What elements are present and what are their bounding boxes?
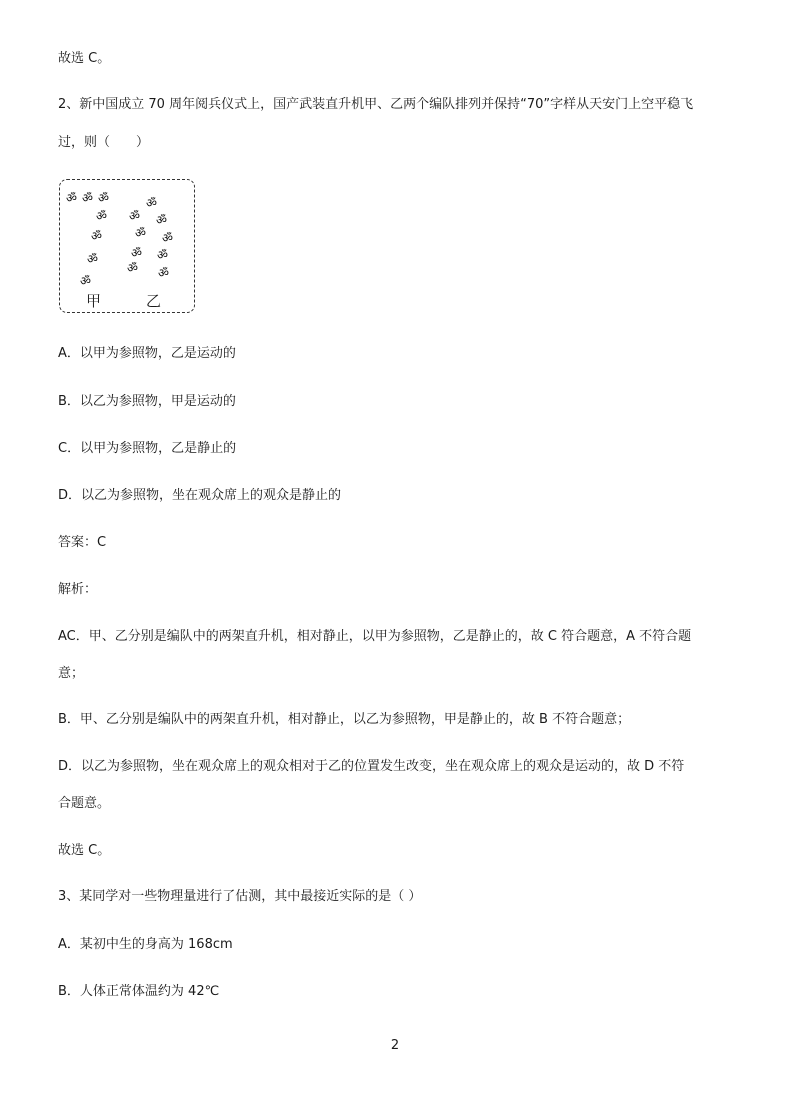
helicopter-icon: ॐ bbox=[158, 266, 169, 280]
helicopter-icon: ॐ bbox=[162, 231, 173, 245]
line-1: 故选 C。 bbox=[58, 51, 111, 66]
page-number: 2 bbox=[390, 1038, 400, 1053]
helicopter-icon: ॐ bbox=[127, 261, 138, 275]
option-b: B．以乙为参照物，甲是运动的 bbox=[58, 394, 236, 409]
q3-option-b: B．人体正常体温约为 42℃ bbox=[58, 984, 220, 999]
question-2-stem: 2、新中国成立 70 周年阅兵仪式上，国产武装直升机甲、乙两个编队排列并保持“70”字样从天安门上空平稳飞 bbox=[58, 97, 694, 112]
option-d: D．以乙为参照物，坐在观众席上的观众是静止的 bbox=[58, 488, 342, 503]
label-jia: 甲 bbox=[86, 292, 102, 310]
helicopter-icon: ॐ bbox=[82, 191, 93, 205]
helicopter-icon: ॐ bbox=[131, 246, 142, 260]
helicopter-icon: ॐ bbox=[146, 196, 157, 210]
helicopter-icon: ॐ bbox=[66, 191, 77, 205]
helicopter-icon: ॐ bbox=[157, 248, 168, 262]
helicopter-icon: ॐ bbox=[98, 191, 109, 205]
helicopter-icon: ॐ bbox=[129, 209, 140, 223]
analysis-ac-cont: 意； bbox=[58, 666, 85, 681]
analysis-d: D．以乙为参照物，坐在观众席上的观众相对于乙的位置发生改变，坐在观众席上的观众是运动的，故 D 不符 bbox=[58, 759, 685, 774]
helicopter-icon: ॐ bbox=[80, 274, 91, 288]
q3-option-a: A．某初中生的身高为 168cm bbox=[58, 937, 233, 952]
option-c: C．以甲为参照物，乙是静止的 bbox=[58, 441, 237, 456]
conclusion: 故选 C。 bbox=[58, 843, 111, 858]
helicopter-icon: ॐ bbox=[87, 252, 98, 266]
analysis-heading: 解析： bbox=[58, 582, 98, 597]
helicopter-icon: ॐ bbox=[135, 226, 146, 240]
question-2-stem-cont: 过，则（ ） bbox=[58, 135, 150, 150]
analysis-ac: AC．甲、乙分别是编队中的两架直升机，相对静止，以甲为参照物，乙是静止的，故 C 符合题意，A 不符合题 bbox=[58, 629, 692, 644]
helicopter-icon: ॐ bbox=[156, 213, 167, 227]
answer: 答案：C bbox=[58, 535, 107, 550]
option-a: A．以甲为参照物，乙是运动的 bbox=[58, 346, 236, 361]
analysis-d-cont: 合题意。 bbox=[58, 796, 111, 811]
label-yi: 乙 bbox=[146, 292, 162, 310]
helicopter-icon: ॐ bbox=[96, 209, 107, 223]
analysis-b: B．甲、乙分别是编队中的两架直升机，相对静止，以乙为参照物，甲是静止的，故 B 不符合题意； bbox=[58, 712, 631, 727]
question-3-stem: 3、某同学对一些物理量进行了估测，其中最接近实际的是（ ） bbox=[58, 889, 422, 904]
helicopter-icon: ॐ bbox=[91, 229, 102, 243]
formation-figure bbox=[59, 179, 195, 313]
